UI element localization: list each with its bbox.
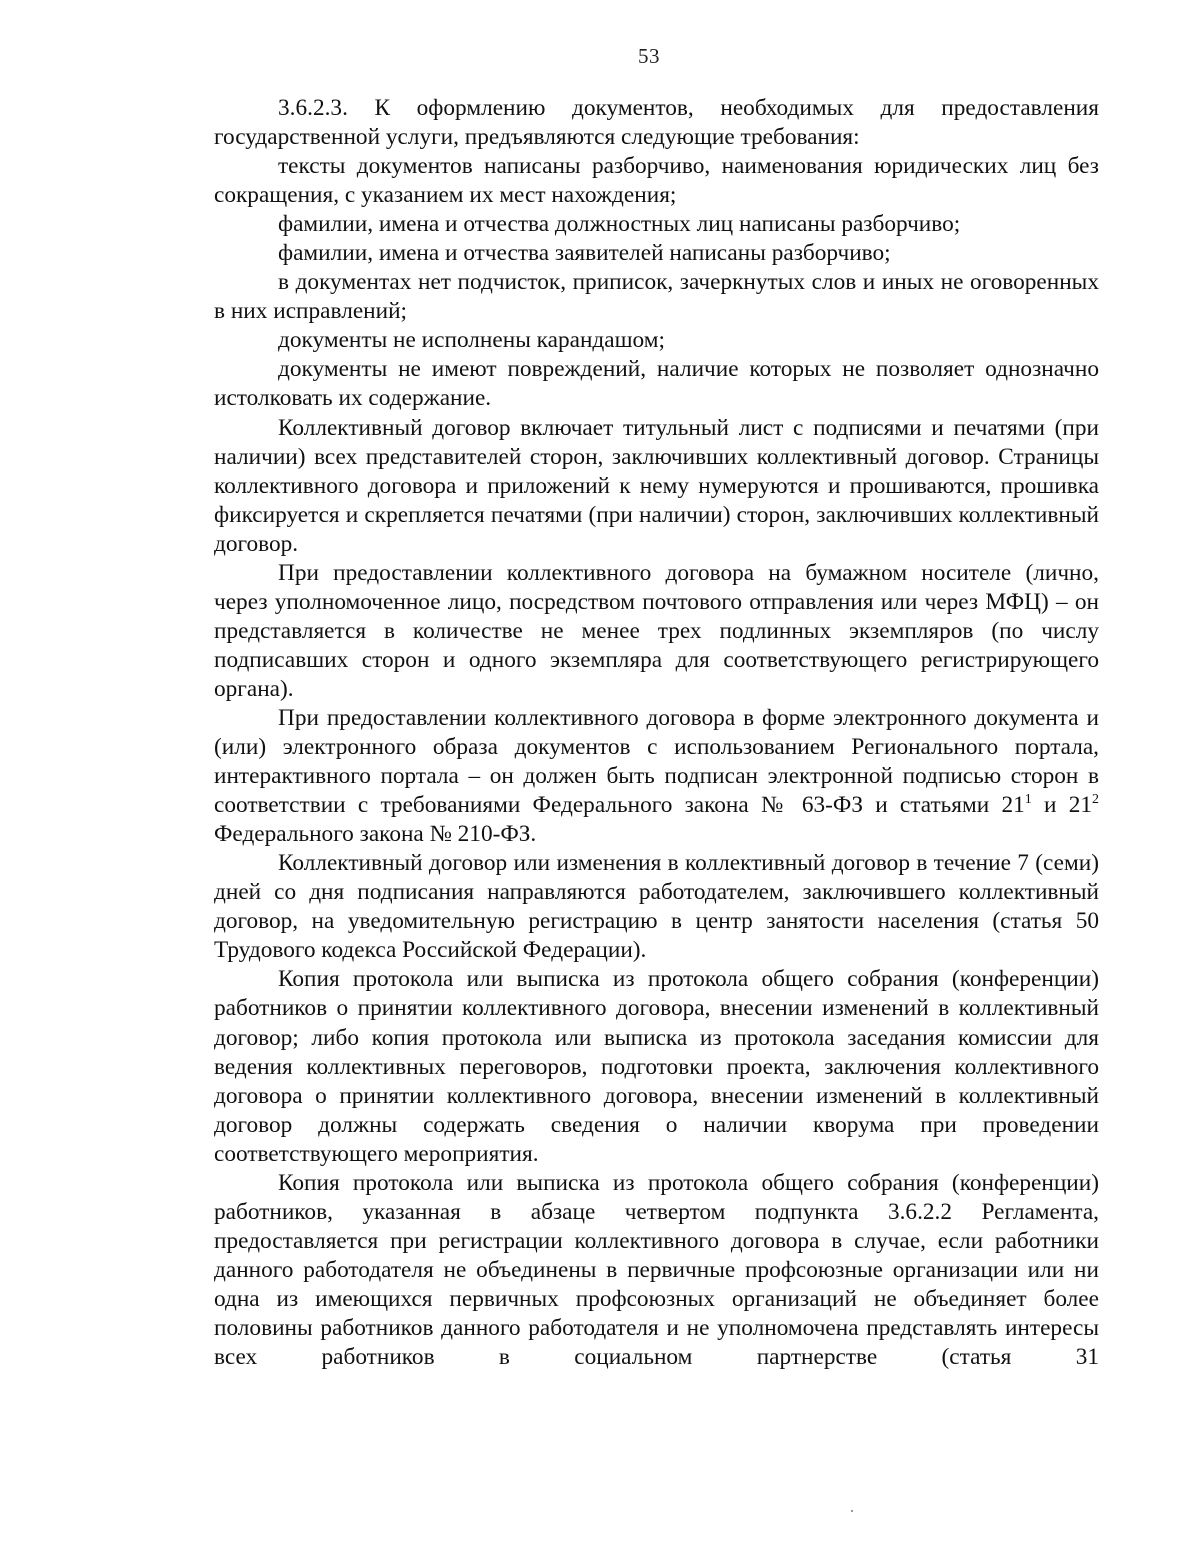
paragraph-title-page: Коллективный договор включает титульный лист с подписями и печатями (при наличии) всех представителей сторон, заключивших коллективный договор. Страницы коллективного договора и приложений к нему нумеруются и прошиваются, прошивка фиксируется и скрепляется печатями (при наличии) сторон, заключивших коллективный договор. — [214, 414, 1099, 557]
paragraph-applicants-names: фамилии, имена и отчества заявителей написаны разборчиво; — [278, 240, 891, 267]
superscript-two: 2 — [1092, 792, 1099, 808]
paragraph-electronic-form — [214, 704, 1099, 849]
paragraph-no-pencil: документы не исполнены карандашом; — [278, 327, 665, 354]
page-number: 53 — [638, 44, 660, 68]
scan-speck — [851, 1510, 853, 1512]
paragraph-requirements-intro: 3.6.2.3. К оформлению документов, необходимых для предоставления государственной услуги, предъявляются следующие требования: — [214, 95, 1099, 151]
superscript-one: 1 — [1024, 792, 1032, 808]
paragraph-no-damage: документы не имеют повреждений, наличие которых не позволяет однозначно истолковать их содержание. — [214, 356, 1099, 412]
electronic-form-text-start: При предоставлении коллективного договора в форме электронного документа и (или) электронного образа документов с использованием Регионального портала, интерактивного портала – он должен быть подписан электронной подписью сторон в соответствии с требованиями Федерального закона № 63-ФЗ и статьями 21 — [214, 704, 1099, 819]
paragraph-registration-deadline: Коллективный договор или изменения в коллективный договор в течение 7 (семи) дней со дня подписания направляются работодателем, заключившего коллективный договор, на уведомительную регистрацию в центр занятости населения (статья 50 Трудового кодекса Российской Федерации). — [214, 850, 1099, 964]
document-body — [214, 94, 1099, 1372]
electronic-form-text-middle: и 21 — [1031, 792, 1092, 819]
paragraph-officials-names: фамилии, имена и отчества должностных лиц написаны разборчиво; — [278, 211, 961, 238]
paragraph-legible-texts: тексты документов написаны разборчиво, наименования юридических лиц без сокращения, с указанием их мест нахождения; — [214, 153, 1099, 209]
paragraph-paper-copies: При предоставлении коллективного договора на бумажном носителе (лично, через уполномоченное лицо, посредством почтового отправления или через МФЦ) – он представляется в количестве не менее трех подлинных экземпляров (по числу подписавших сторон и одного экземпляра для соответствующего регистрирующего органа). — [214, 559, 1099, 702]
paragraph-no-erasures: в документах нет подчисток, приписок, зачеркнутых слов и иных не оговоренных в них исправлений; — [214, 269, 1099, 325]
electronic-form-text-end: Федерального закона № 210-ФЗ. — [214, 821, 537, 848]
paragraph-protocol-quorum: Копия протокола или выписка из протокола общего собрания (конференции) работников о принятии коллективного договора, внесении изменений в коллективный договор; либо копия протокола или выписка из протокола заседания комиссии для ведения коллективных переговоров, подготовки проекта, заключения коллективного договора о принятии коллективного договора, внесении изменений в коллективный договор должны содержать сведения о наличии кворума при проведении соответствующего мероприятия. — [214, 966, 1099, 1167]
paragraph-protocol-submission: Копия протокола или выписка из протокола общего собрания (конференции) работников, указанная в абзаце четвертом подпункта 3.6.2.2 Регламента, предоставляется при регистрации коллективного договора в случае, если работники данного работодателя не объединены в первичные профсоюзные организации или ни одна из имеющихся первичных профсоюзных организаций не объединяет более половины работников данного работодателя и не уполномочена представлять интересы всех работников в социальном партнерстве (статья 31 — [214, 1169, 1099, 1371]
